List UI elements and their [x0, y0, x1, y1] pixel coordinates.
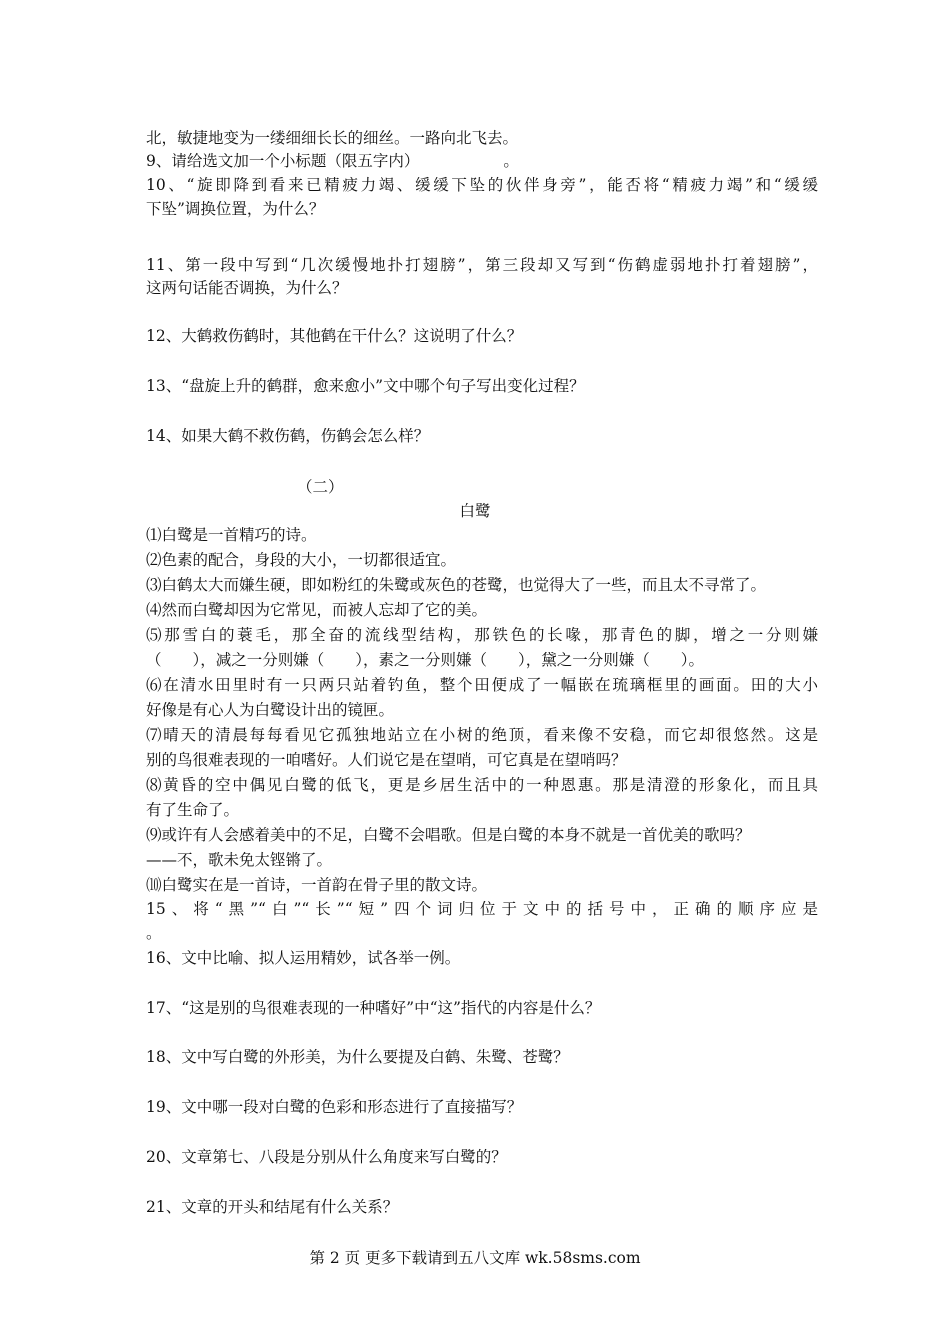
paragraph-9-line2: ——不，歌未免太铿锵了。 [146, 851, 333, 869]
paragraph-7-line2: 别的鸟很难表现的一咱嗜好。人们说它是在望哨，可它真是在望哨吗？ [146, 751, 627, 769]
question-19: 19、文中哪一段对白鹭的色彩和形态进行了直接描写？ [146, 1098, 523, 1116]
question-11-line1: 11、第一段中写到“几次缓慢地扑打翅膀”，第三段却又写到“伤鹤虚弱地扑打着翅膀”， [146, 256, 818, 274]
paragraph-1: ⑴白鹭是一首精巧的诗。 [146, 526, 317, 544]
paragraph-3: ⑶白鹤太大而嫌生硬，即如粉红的朱鹭或灰色的苍鹭，也觉得大了一些，而且太不寻常了。 [146, 576, 767, 594]
section-number: （二） [297, 478, 344, 496]
text-line: 北，敏捷地变为一缕细细长长的细丝。一路向北飞去。 [146, 129, 519, 147]
question-20: 20、文章第七、八段是分别从什么角度来写白鹭的？ [146, 1148, 507, 1166]
paragraph-8-line1: ⑻黄昏的空中偶见白鹭的低飞，更是乡居生活中的一种恩惠。那是清澄的形象化，而且具 [146, 776, 818, 794]
question-10-line1: 10、“旋即降到看来已精疲力竭、缓缓下坠的伙伴身旁”，能否将“精疲力竭”和“缓缓 [146, 176, 818, 194]
paragraph-9-line1: ⑼或许有人会感着美中的不足，白鹭不会唱歌。但是白鹭的本身不就是一首优美的歌吗？ [146, 826, 751, 844]
question-9 [146, 150, 818, 172]
question-10-line2: 下坠”调换位置，为什么？ [146, 200, 325, 218]
question-11-line2: 这两句话能否调换，为什么？ [146, 279, 348, 297]
paragraph-6-line1: ⑹在清水田里时有一只两只站着钓鱼，整个田便成了一幅嵌在琉璃框里的画面。田的大小 [146, 676, 818, 694]
question-16: 16、文中比喻、拟人运用精妙，试各举一例。 [146, 949, 461, 967]
paragraph-5-line2: （ ），减之一分则嫌（ ），素之一分则嫌（ ），黛之一分则嫌（ ）。 [146, 651, 705, 669]
paragraph-10: ⑽白鹭实在是一首诗，一首韵在骨子里的散文诗。 [146, 876, 488, 894]
paragraph-7-line1: ⑺晴天的清晨每每看见它孤独地站立在小树的绝顶，看来像不安稳，而它却很悠然。这是 [146, 726, 818, 744]
question-14: 14、如果大鹤不救伤鹤，伤鹤会怎么样？ [146, 427, 430, 445]
paragraph-6-line2: 好像是有心人为白鹭设计出的镜匣。 [146, 701, 395, 719]
question-9-text: 9、请给选文加一个小标题（限五字内） [146, 152, 420, 170]
question-18: 18、文中写白鹭的外形美，为什么要提及白鹤、朱鹭、苍鹭？ [146, 1048, 569, 1066]
paragraph-5-line1: ⑸那雪白的蓑毛，那全奋的流线型结构，那铁色的长喙，那青色的脚，增之一分则嫌 [146, 626, 818, 644]
page-footer: 第 2 页 更多下载请到五八文库 wk.58sms.com [309, 1249, 641, 1267]
question-15-line1: 15、将“黑”“白”“长”“短”四个词归位于文中的括号中，正确的顺序应是 [146, 900, 818, 918]
article-title: 白鹭 [459, 502, 491, 520]
paragraph-4: ⑷然而白鹭却因为它常见，而被人忘却了它的美。 [146, 601, 488, 619]
question-15-line2: 。 [146, 924, 162, 942]
question-13: 13、“盘旋上升的鹤群，愈来愈小”文中哪个句子写出变化过程？ [146, 377, 585, 395]
paragraph-8-line2: 有了生命了。 [146, 801, 240, 819]
question-12: 12、大鹤救伤鹤时，其他鹤在干什么？这说明了什么？ [146, 327, 523, 345]
question-17: 17、“这是别的鸟很难表现的一种嗜好”中“这”指代的内容是什么？ [146, 999, 601, 1017]
paragraph-2: ⑵色素的配合，身段的大小，一切都很适宜。 [146, 551, 457, 569]
question-9-end: 。 [503, 152, 519, 170]
question-21: 21、文章的开头和结尾有什么关系？ [146, 1198, 399, 1216]
